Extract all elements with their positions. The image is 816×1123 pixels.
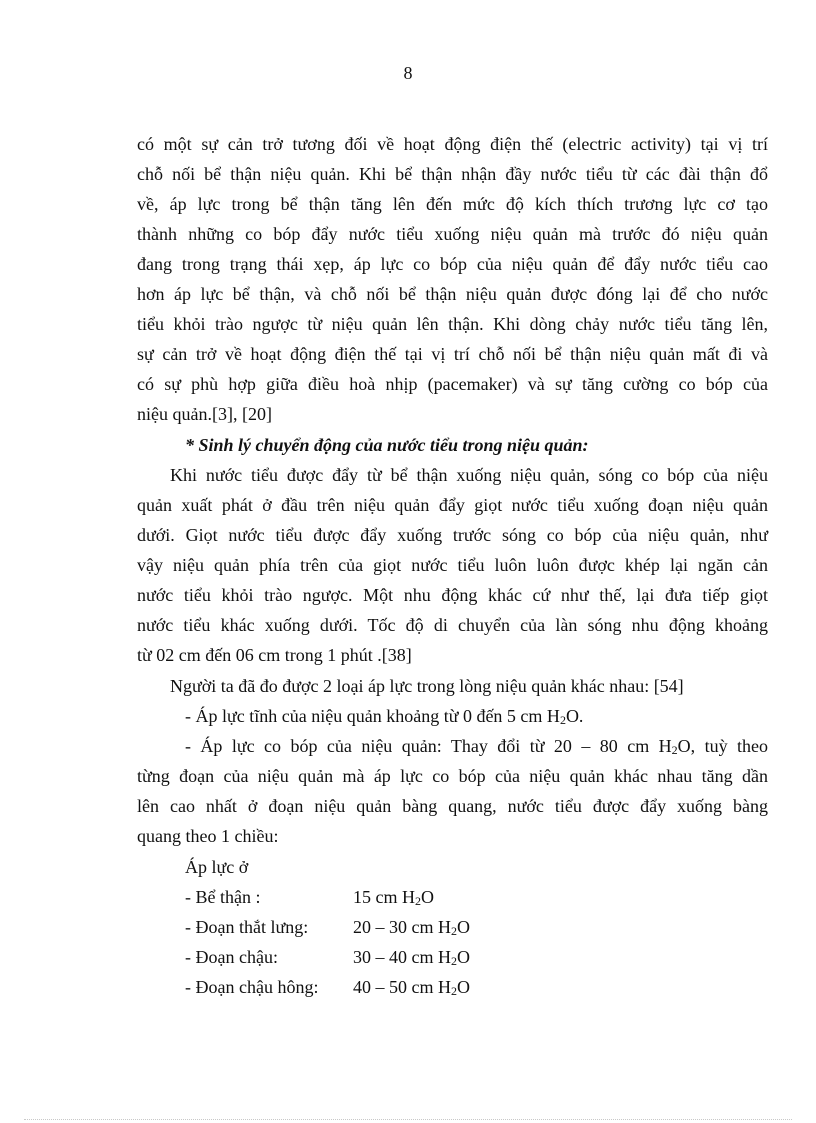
text-line: vậy niệu quản phía trên của giọt nước tiểu luôn luôn được khép lại ngăn cản xyxy=(137,555,768,575)
footer-divider xyxy=(24,1119,792,1120)
pressure-list-title: Áp lực ở xyxy=(185,857,249,877)
text-line: lên cao nhất ở đoạn niệu quản bàng quang, nước tiểu được đẩy xuống bàng xyxy=(137,796,768,816)
pressure-value: 40 – 50 cm H xyxy=(353,977,451,997)
section-heading: * Sinh lý chuyển động của nước tiểu trong niệu quản: xyxy=(185,435,589,455)
text-line: nước tiểu khác xuống dưới. Tốc độ di chuyển của làn sóng nhu động khoảng xyxy=(137,615,768,635)
bullet-text: - Áp lực co bóp của niệu quản: Thay đổi từ 20 – 80 cm H xyxy=(185,736,672,756)
pressure-row xyxy=(185,886,434,908)
subscript: 2 xyxy=(559,713,566,727)
pressure-value: 30 – 40 cm H xyxy=(353,947,451,967)
pressure-tail: O xyxy=(457,977,470,997)
text-line: niệu quản.[3], [20] xyxy=(137,404,272,424)
text-line: sự cản trở về hoạt động điện thế tại vị trí chỗ nối bể thận niệu quản mất đi và xyxy=(137,344,768,364)
subscript: 2 xyxy=(671,743,678,757)
text-line: từ 02 cm đến 06 cm trong 1 phút .[38] xyxy=(137,645,412,665)
pressure-tail: O xyxy=(457,947,470,967)
pressure-label: - Bể thận : xyxy=(185,887,261,907)
bullet-tail: O, tuỳ theo xyxy=(677,736,769,756)
pressure-tail: O xyxy=(457,917,470,937)
text-line: từng đoạn của niệu quản mà áp lực co bóp của niệu quản khác nhau tăng dần xyxy=(137,766,768,786)
subscript: 2 xyxy=(451,984,457,998)
text-line: về, áp lực trong bể thận tăng lên đến mức độ kích thích trương lực cơ tạo xyxy=(137,194,768,214)
subscript: 2 xyxy=(451,924,457,938)
pressure-label: - Đoạn thắt lưng: xyxy=(185,917,309,937)
pressure-label: - Đoạn chậu hông: xyxy=(185,977,319,997)
pressure-tail: O xyxy=(421,887,434,907)
text-line: chỗ nối bể thận niệu quản. Khi bể thận nhận đầy nước tiểu từ các đài thận đổ xyxy=(137,164,768,184)
bullet-tail: O. xyxy=(565,706,584,726)
pressure-value: 20 – 30 cm H xyxy=(353,917,451,937)
text-line: thành những co bóp đẩy nước tiểu xuống niệu quản mà trước đó niệu quản xyxy=(137,224,768,244)
text-line: dưới. Giọt nước tiểu được đẩy xuống trước sóng co bóp của niệu quản, như xyxy=(137,525,768,545)
page-number: 8 xyxy=(403,63,413,83)
bullet-static-pressure xyxy=(185,705,583,727)
pressure-label: - Đoạn chậu: xyxy=(185,947,278,967)
text-line: quang theo 1 chiều: xyxy=(137,826,279,846)
text-line: hơn áp lực bể thận, và chỗ nối bể thận niệu quản được đóng lại để cho nước xyxy=(137,284,768,304)
text-line: quản xuất phát ở đầu trên niệu quản đẩy giọt nước tiểu xuống đoạn niệu quản xyxy=(137,495,768,515)
subscript: 2 xyxy=(451,954,457,968)
text-line: Người ta đã đo được 2 loại áp lực trong lòng niệu quản khác nhau: [54] xyxy=(170,676,684,696)
text-line: Khi nước tiểu được đẩy từ bể thận xuống niệu quản, sóng co bóp của niệu xyxy=(170,465,768,485)
pressure-row xyxy=(185,976,470,998)
text-line: có một sự cản trở tương đối về hoạt động điện thế (electric activity) tại vị trí xyxy=(137,134,768,154)
text-line: có sự phù hợp giữa điều hoà nhịp (pacemaker) và sự tăng cường co bóp của xyxy=(137,374,768,394)
pressure-value: 15 cm H xyxy=(353,887,415,907)
text-line: đang trong trạng thái xẹp, áp lực co bóp của niệu quản để đẩy nước tiểu cao xyxy=(137,254,768,274)
bullet-text: - Áp lực tĩnh của niệu quản khoảng từ 0 đến 5 cm H xyxy=(185,706,560,726)
pressure-row xyxy=(185,916,470,938)
pressure-row xyxy=(185,946,470,968)
text-line xyxy=(185,735,768,757)
text-line: tiểu khỏi trào ngược từ niệu quản lên thận. Khi dòng chảy nước tiểu tăng lên, xyxy=(137,314,768,334)
subscript: 2 xyxy=(415,894,421,908)
text-line: nước tiểu khỏi trào ngược. Một nhu động khác cứ như thế, lại đưa tiếp giọt xyxy=(137,585,768,605)
